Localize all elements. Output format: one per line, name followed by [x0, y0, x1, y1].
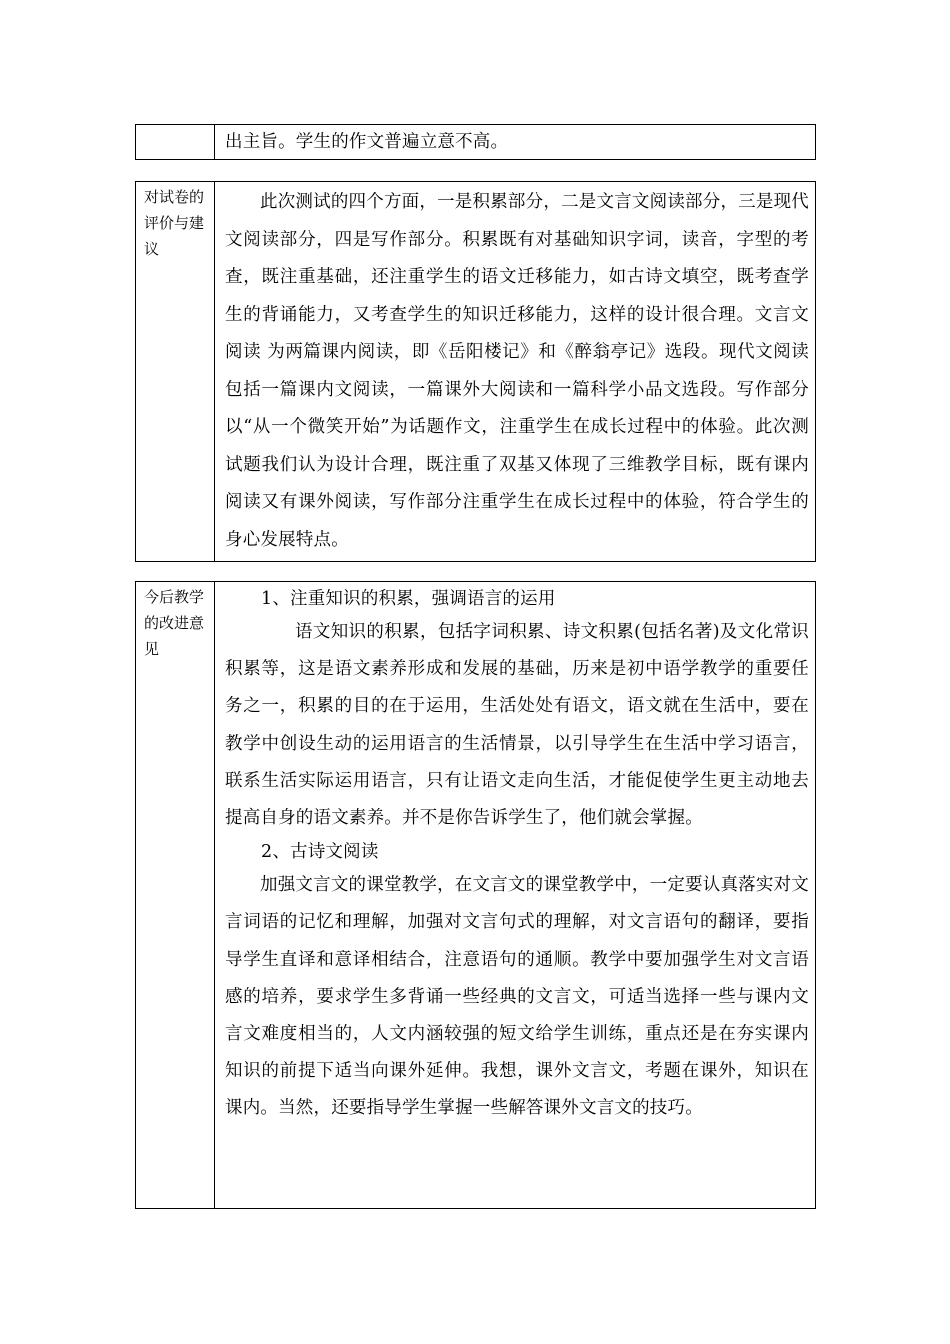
row-label-empty [136, 125, 215, 160]
evaluation-label: 对试卷的评价与建议 [136, 182, 215, 562]
improvement-heading-1: 1、注重知识的积累，强调语言的运用 [261, 589, 556, 609]
improvement-heading-2: 2、古诗文阅读 [261, 842, 379, 863]
continuation-line: 出主旨。学生的作文普遍立意不高。 [225, 132, 509, 152]
improvement-paragraph-2: 加强文言文的课堂教学，在文言文的课堂教学中，一定要认真落实对文言词语的记忆和理解，加强对文言句式的理解，对文言语句的翻译，要指导学生直译和意译相结合，注意语句的通顺。教学中要加强学生对文言语感的培养，要求学生多背诵一些经典的文言文，可适当选择一些与课内文言文难度相当的，人文内涵较强的短文给学生训练，重点还是在夯实课内知识的前提下适当向课外延伸。我想，课外文言文，考题在课外，知识在课内。当然，还要指导学生掌握一些解答课外文言文的技巧。 [225, 875, 809, 1119]
evaluation-content [215, 182, 816, 562]
improvement-paragraph-1: 语文知识的积累，包括字词积累、诗文积累(包括名著)及文化常识积累等，这是语文素养形成和发展的基础，历来是初中语学教学的重要任务之一，积累的目的在于运用，生活处处有语文，语文就在生活中，要在教学中创设生动的运用语言的生活情景，以引导学生在生活中学习语言，联系生活实际运用语言，只有让语文走向生活，才能促使学生更主动地去提高自身的语文素养。并不是你告诉学生了，他们就会掌握。 [225, 622, 809, 829]
evaluation-paragraph: 此次测试的四个方面，一是积累部分，二是文言文阅读部分，三是现代文阅读部分，四是写作部分。积累既有对基础知识字词，读音，字型的考查，既注重基础，还注重学生的语文迁移能力，如古诗文填空，既考查学生的背诵能力，又考查学生的知识迁移能力，这样的设计很合理。文言文阅读 为两篇课内阅读，即《岳阳楼记》和《醉翁亭记》选段。现代文阅读包括一篇课内文阅读，一篇课外大阅读和一篇科学小品文选段。写作部分以“从一个微笑开始”为话题作文，注重学生在成长过程中的体验。此次测试题我们认为设计合理，既注重了双基又体现了三维教学目标，既有课内阅读又有课外阅读，写作部分注重学生在成长过程中的体验，符合学生的身心发展特点。 [225, 192, 809, 550]
improvement-label: 今后教学的改进意见 [136, 582, 215, 1209]
continuation-text [215, 125, 816, 160]
table-improvement [135, 581, 816, 1209]
improvement-content [215, 582, 816, 1209]
table-evaluation [135, 181, 816, 562]
table-continuation [135, 124, 816, 160]
